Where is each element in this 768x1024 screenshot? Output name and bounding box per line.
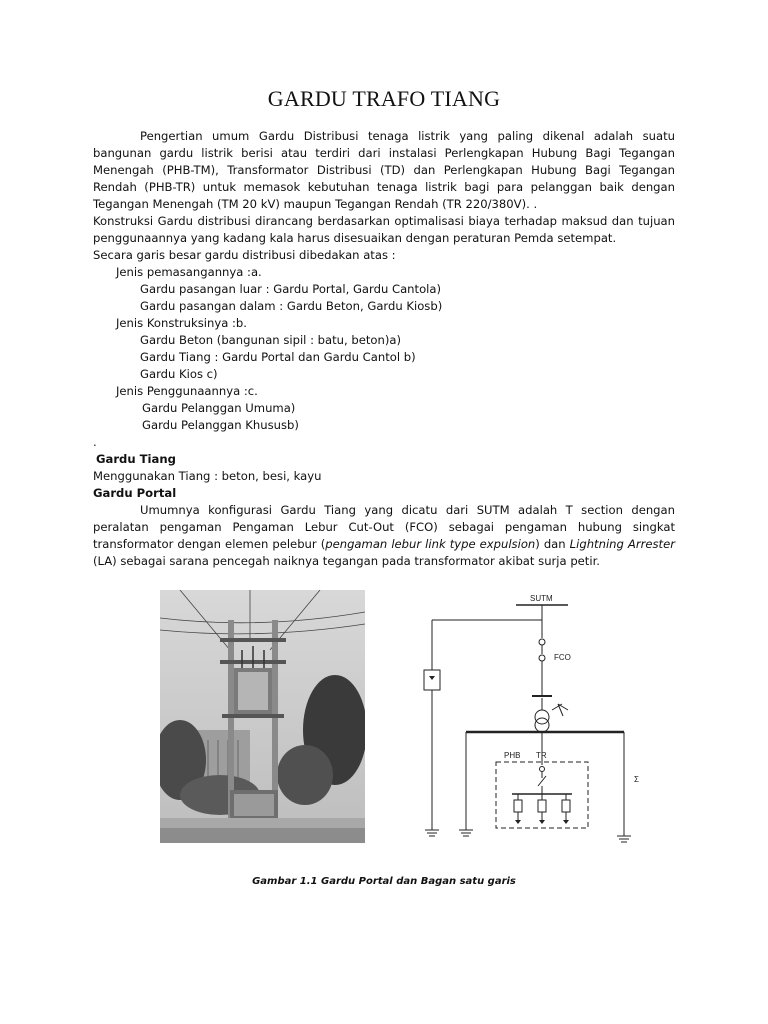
list-item: Gardu Pelanggan Umuma) [142, 401, 296, 415]
outgoing-fuse [562, 800, 570, 812]
transformer-winding-hv [535, 710, 549, 724]
paragraph-intro: Pengertian umum Gardu Distribusi tenaga listrik yang paling dikenal adalah suatu bangunan gardu listrik berisi atau terdiri dari instalasi Perlengkapan Hubung Bagi Tegangan Menengah (PHB-TM), Transformator Distribusi (TD) dan Perlengkapan Hubung Bagi Tegangan Rendah (PHB-TR) untuk memasok kebutuhan tenaga listrik bagi para pelanggan baik dengan Tegangan Menengah (TM 20 kV) maupun Tegangan Rendah (TR 220/380V). . [93, 129, 675, 211]
label-sigma: Σ [634, 775, 639, 784]
figure-caption: Gambar 1.1 Gardu Portal dan Bagan satu garis [252, 876, 516, 887]
list-heading-c: Jenis Penggunaannya :c. [116, 384, 258, 398]
heading-gardu-portal: Gardu Portal [93, 486, 177, 500]
paragraph-construction: Konstruksi Gardu distribusi dirancang berdasarkan optimalisasi biaya terhadap maksud dan tujuan penggunaannya yang kadang kala harus disesuaikan dengan peraturan Pemda setempat. [93, 214, 675, 245]
label-phb: PHB [504, 751, 521, 760]
substation-photo [160, 590, 365, 843]
transformer-winding-lv [535, 718, 549, 732]
list-item: Gardu pasangan luar : Gardu Portal, Gardu Cantola) [140, 282, 442, 296]
paragraph-types-intro: Secara garis besar gardu distribusi dibedakan atas : [93, 248, 396, 262]
stray-dot: . [93, 435, 97, 449]
list-heading-a: Jenis pemasangannya :a. [116, 265, 262, 279]
document-body [93, 128, 675, 570]
list-item: Gardu Tiang : Gardu Portal dan Gardu Cantol b) [140, 350, 416, 364]
outgoing-fuse [538, 800, 546, 812]
single-line-diagram [408, 590, 658, 850]
label-fco: FCO [554, 653, 571, 662]
portal-text: (LA) sebagai sarana pencegah naiknya tegangan pada transformator akibat surja petir. [93, 554, 600, 568]
label-tr: TR [536, 751, 547, 760]
portal-italic-term: Lightning Arrester [569, 537, 675, 551]
portal-text: Umumnya konfigurasi Gardu Tiang yang dicatu dari SUTM adalah T section dengan peralatan pengaman Pengaman Lebur Cut-Out (FCO) sebagai pengaman hubung singkat transformator dengan elemen pelebur ( [93, 503, 675, 551]
list-item: Gardu Beton (bangunan sipil : batu, beton)a) [140, 333, 402, 347]
portal-text: ) dan [535, 537, 570, 551]
list-item: Gardu pasangan dalam : Gardu Beton, Gardu Kiosb) [140, 299, 443, 313]
page-title: GARDU TRAFO TIANG [267, 86, 501, 111]
gardu-tiang-text: Menggunakan Tiang : beton, besi, kayu [93, 469, 322, 483]
list-item: Gardu Kios c) [140, 367, 218, 381]
outgoing-fuse [514, 800, 522, 812]
heading-gardu-tiang: Gardu Tiang [96, 452, 176, 466]
fco-contact-bottom [539, 655, 545, 661]
list-item: Gardu Pelanggan Khususb) [142, 418, 299, 432]
label-sutm: SUTM [530, 594, 553, 603]
fco-contact-top [539, 639, 545, 645]
list-heading-b: Jenis Konstruksinya :b. [116, 316, 247, 330]
paragraph-gardu-portal [93, 502, 675, 570]
portal-italic-term: pengaman lebur link type expulsion [325, 537, 536, 551]
